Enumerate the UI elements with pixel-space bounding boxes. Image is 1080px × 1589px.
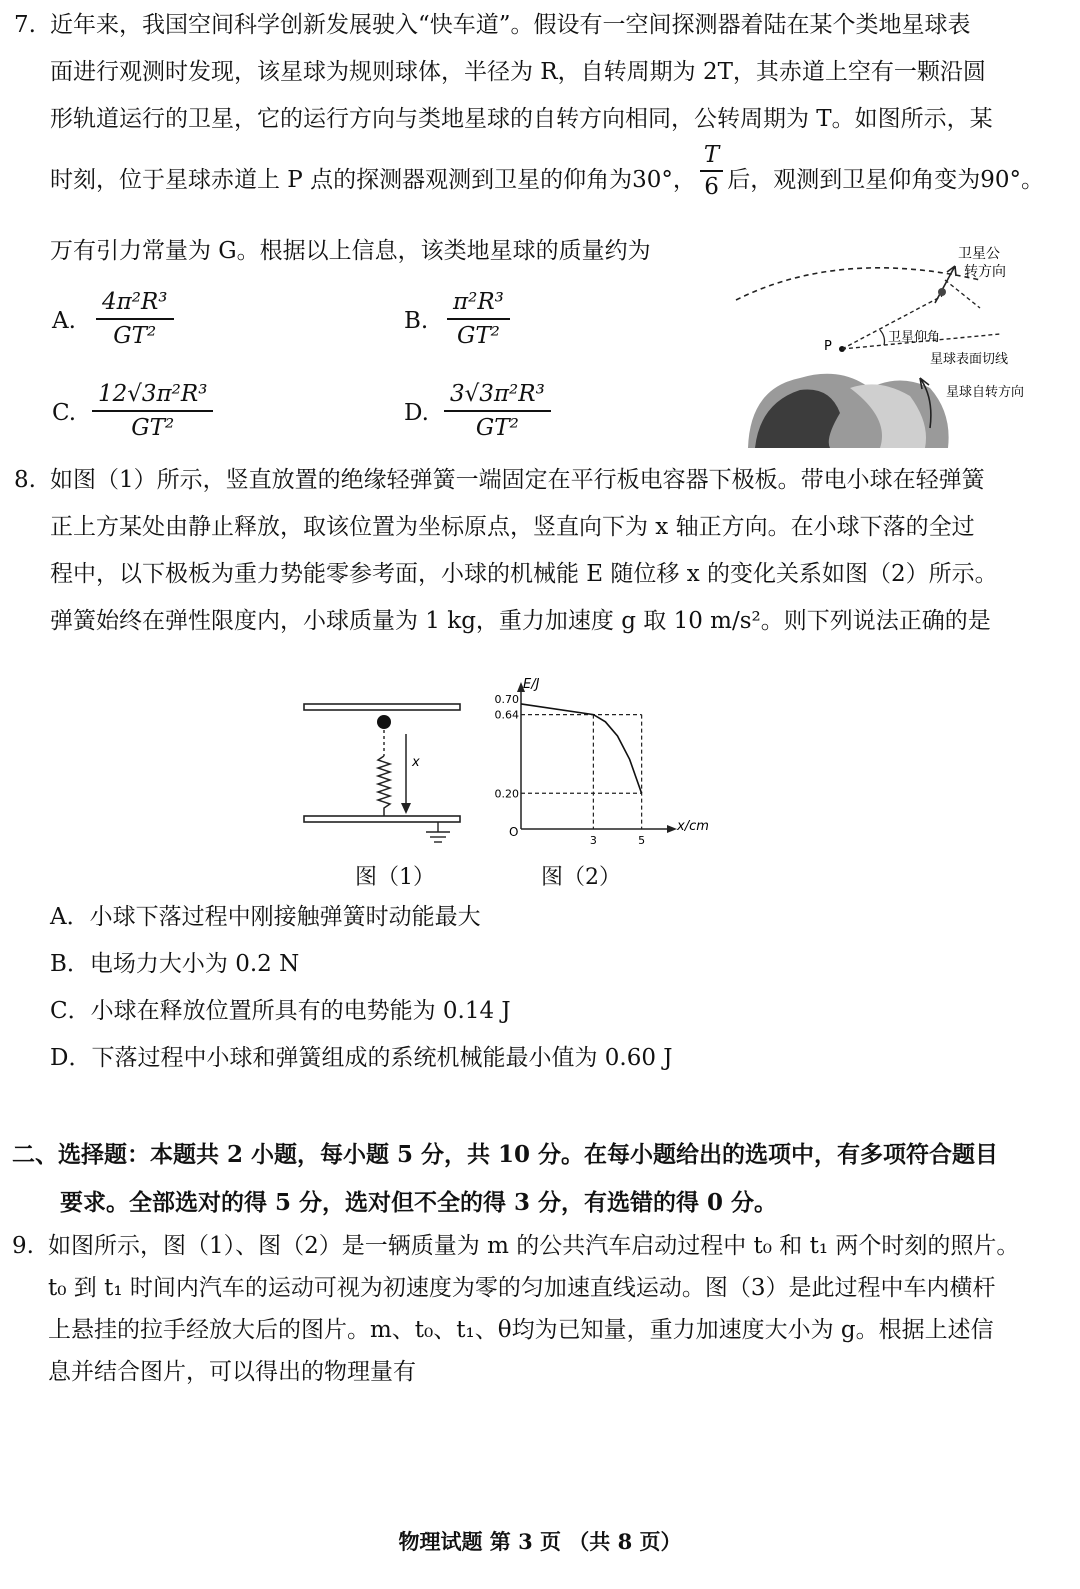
fig2-caption: 图（2）	[541, 865, 621, 890]
x-axis-arrowhead-icon	[667, 825, 677, 833]
q7-line-1: 近年来，我国空间科学创新发展驶入“快车道”。假设有一空间探测器着陆在某个类地星球表	[50, 12, 971, 38]
q7-option-d-label: D.	[404, 400, 429, 426]
q8-line-1: 如图（1）所示，竖直放置的绝缘轻弹簧一端固定在平行板电容器下极板。带电小球在轻弹簧	[50, 467, 985, 493]
x-axis-label: x/cm	[677, 819, 709, 834]
q8-option-d: D．下落过程中小球和弹簧组成的系统机械能最小值为 0.60 J	[50, 1045, 673, 1071]
q9-line-2: t₀ 到 t₁ 时间内汽车的运动可视为初速度为零的匀加速直线运动。图（3）是此过程中车内横杆	[48, 1275, 996, 1301]
elevation-label: 卫星仰角	[888, 330, 941, 345]
q9-line-3: 上悬挂的拉手经放大后的图片。m、t₀、t₁、θ均为已知量，重力加速度大小为 g。根据上述信	[48, 1317, 994, 1343]
q8-line-4: 弹簧始终在弹性限度内，小球质量为 1 kg，重力加速度 g 取 10 m/s²。则下列说法正确的是	[50, 608, 991, 634]
lower-plate	[304, 816, 460, 822]
q7-option-b-den: GT²	[456, 323, 500, 349]
q7-option-a-num: 4π²R³	[96, 286, 174, 320]
q7-line-3: 形轨道运行的卫星，它的运行方向与类地星球的自转方向相同，公转周期为 T。如图所示，某	[50, 106, 993, 132]
e-x-chart	[485, 676, 725, 846]
section-2-line-1: 二、选择题：本题共 2 小题，每小题 5 分，共 10 分。在每小题给出的选项中，有多项符合题目	[12, 1141, 999, 1168]
orbit-direction-label-1: 卫星公	[958, 246, 1000, 262]
arrowhead-icon	[401, 803, 411, 814]
q7-option-c-label: C.	[52, 400, 77, 426]
q7-line-4-pre: 时刻，位于星球赤道上 P 点的探测器观测到卫星的仰角为30°，	[50, 167, 696, 193]
y-tick-label: 0.20	[494, 787, 519, 801]
fig1-x-label: x	[412, 755, 420, 770]
q7-option-b-label: B.	[404, 308, 429, 334]
q7-option-c-num: 12√3π²R³	[92, 378, 213, 412]
orbit-tick	[945, 280, 980, 308]
fraction-denominator: 6	[704, 174, 719, 200]
q7-option-b-num: π²R³	[447, 286, 510, 320]
q8-line-3: 程中，以下极板为重力势能零参考面，小球的机械能 E 随位移 x 的变化关系如图（2）所示。	[50, 561, 998, 587]
q7-line-5: 万有引力常量为 G。根据以上信息，该类地星球的质量约为	[50, 238, 651, 264]
q9-line-1: 如图所示，图（1）、图（2）是一辆质量为 m 的公共汽车启动过程中 t₀ 和 t₁ 两个时刻的照片。	[48, 1233, 1020, 1259]
y-tick-label: 0.64	[494, 708, 519, 722]
q8-option-c: C．小球在释放位置所具有的电势能为 0.14 J	[50, 998, 511, 1024]
point-p-label: P	[824, 339, 832, 354]
q7-satellite-figure	[730, 238, 1050, 453]
x-tick-label: 5	[638, 834, 646, 846]
rotation-label: 星球自转方向	[946, 385, 1025, 400]
q7-option-d-num: 3√3π²R³	[444, 378, 551, 412]
tangent-label: 星球表面切线	[930, 352, 1009, 367]
q8-option-b: B．电场力大小为 0.2 N	[50, 951, 300, 977]
q7-line-4-post: 后，观测到卫星仰角变为90°。	[727, 167, 1044, 193]
orbit-direction-label-2: 转方向	[964, 264, 1006, 280]
y-tick-label: 0.70	[494, 692, 519, 706]
y-axis-label: E/J	[523, 677, 540, 692]
charged-ball	[377, 715, 391, 729]
q7-line-4	[50, 142, 1044, 202]
q7-line-2: 面进行观测时发现，该星球为规则球体，半径为 R，自转周期为 2T，其赤道上空有一颗沿圆	[50, 59, 986, 85]
section-2-line-2: 要求。全部选对的得 5 分，选对但不全的得 3 分，有选错的得 0 分。	[60, 1189, 778, 1216]
upper-plate	[304, 704, 460, 710]
origin-label: O	[509, 825, 519, 839]
satellite-icon	[938, 288, 946, 296]
chart-guides	[521, 715, 642, 829]
q7-option-a-formula	[96, 286, 174, 352]
q8-capacitor-figure	[298, 690, 468, 850]
page-footer: 物理试题 第 3 页 （共 8 页）	[398, 1529, 682, 1554]
elevation-angle-arc	[880, 330, 885, 345]
spring-icon	[378, 756, 390, 816]
fig1-caption: 图（1）	[355, 865, 435, 890]
q8-line-2: 正上方某处由静止释放，取该位置为坐标原点，竖直向下为 x 轴正方向。在小球下落的全过	[50, 514, 975, 540]
t-over-6-fraction	[700, 140, 723, 202]
q7-option-a-label: A.	[52, 308, 76, 334]
q7-option-b-formula	[447, 286, 510, 352]
q7-number: 7.	[14, 12, 36, 38]
fraction-numerator: T	[700, 140, 723, 172]
q9-line-4: 息并结合图片，可以得出的物理量有	[48, 1359, 416, 1385]
x-tick-label: 3	[589, 834, 597, 846]
chart-ticks	[495, 693, 646, 846]
q7-option-c-den: GT²	[131, 415, 175, 441]
q9-number: 9.	[12, 1233, 34, 1259]
q7-option-d-den: GT²	[475, 415, 519, 441]
q8-option-a: A．小球下落过程中刚接触弹簧时动能最大	[50, 904, 481, 930]
energy-curve	[521, 704, 642, 793]
q7-option-a-den: GT²	[113, 323, 157, 349]
q7-option-d-formula	[444, 378, 551, 444]
q8-number: 8.	[14, 467, 36, 493]
q7-option-c-formula	[92, 378, 213, 444]
